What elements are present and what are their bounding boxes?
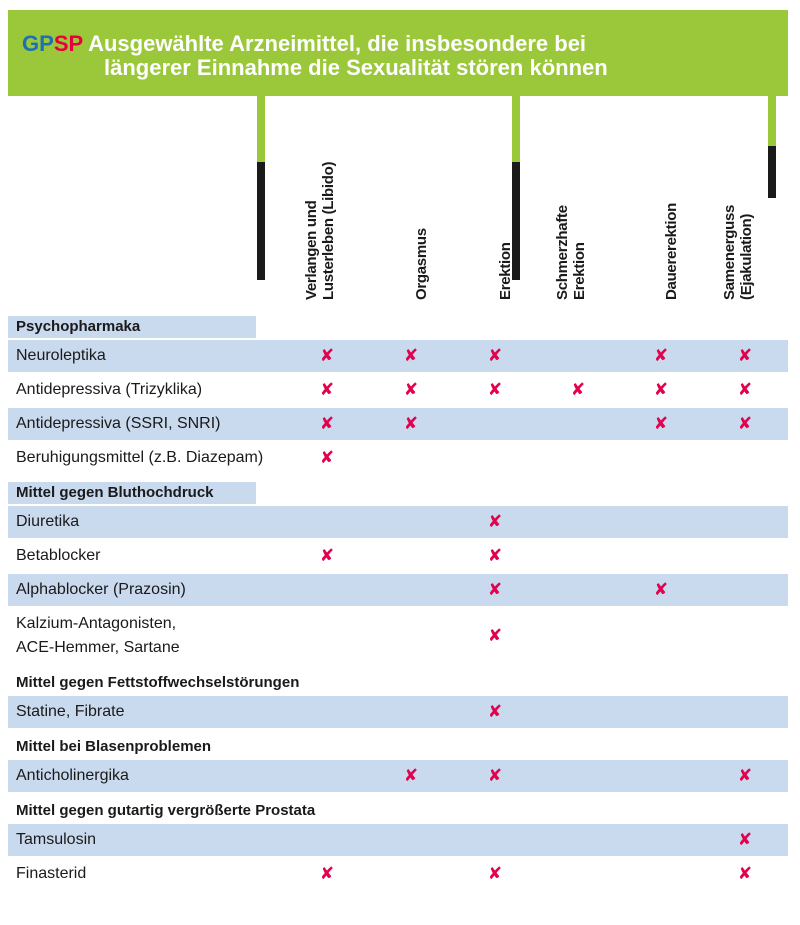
cross-mark-icon: ✘ [737, 346, 753, 365]
column-header [646, 120, 686, 300]
column-header-label [303, 162, 337, 300]
cross-mark-icon: ✘ [319, 346, 335, 365]
section-header [8, 316, 788, 338]
cross-mark-icon: ✘ [487, 626, 503, 645]
table-row [8, 442, 788, 476]
column-header-line: Erektion [571, 242, 588, 300]
section-header [8, 482, 788, 504]
table-row [8, 858, 788, 892]
column-header-line: Lusterleben (Libido) [320, 161, 337, 300]
table-row [8, 696, 788, 730]
section-header [8, 736, 788, 758]
title-line-2: längerer Einnahme die Sexualität stören können [104, 55, 608, 80]
cross-mark-icon: ✘ [737, 766, 753, 785]
cross-mark-icon: ✘ [653, 414, 669, 433]
section-title: Mittel gegen Bluthochdruck [16, 484, 214, 501]
cross-mark-icon: ✘ [403, 766, 419, 785]
divider-stripe-black-3 [768, 146, 776, 198]
cross-mark-icon: ✘ [403, 380, 419, 399]
cross-mark-icon: ✘ [403, 414, 419, 433]
column-header [303, 120, 343, 300]
column-header-label [721, 205, 755, 300]
drug-name: Finasterid [16, 865, 87, 882]
cross-mark-icon: ✘ [653, 380, 669, 399]
section-title: Mittel gegen Fettstoffwechselstörungen [16, 674, 300, 691]
page-title [22, 32, 782, 80]
drug-name: Statine, Fibrate [16, 703, 125, 720]
cross-mark-icon: ✘ [487, 380, 503, 399]
divider-stripe-black-1 [257, 162, 265, 280]
drug-table [8, 316, 788, 892]
section-title: Mittel bei Blasenproblemen [16, 738, 212, 755]
cross-mark-icon: ✘ [737, 864, 753, 883]
drug-name: Neuroleptika [16, 347, 106, 364]
column-header [480, 120, 520, 300]
column-header-line: Erektion [497, 242, 514, 300]
cross-mark-icon: ✘ [737, 380, 753, 399]
table-row [8, 608, 788, 666]
table-row [8, 340, 788, 374]
cross-mark-icon: ✘ [487, 546, 503, 565]
column-header-line: Verlangen und [303, 200, 320, 300]
section-header [8, 800, 788, 822]
column-header [396, 120, 436, 300]
drug-name: Betablocker [16, 547, 101, 564]
cross-mark-icon: ✘ [737, 414, 753, 433]
drug-name: Alphablocker (Prazosin) [16, 581, 186, 598]
column-header [721, 120, 761, 300]
cross-mark-icon: ✘ [487, 864, 503, 883]
drug-name: Antidepressiva (Trizyklika) [16, 381, 203, 398]
table-row [8, 506, 788, 540]
drug-name: Antidepressiva (SSRI, SNRI) [16, 415, 221, 432]
cross-mark-icon: ✘ [319, 380, 335, 399]
cross-mark-icon: ✘ [737, 830, 753, 849]
cross-mark-icon: ✘ [319, 414, 335, 433]
table-row [8, 824, 788, 858]
section-header [8, 672, 788, 694]
cross-mark-icon: ✘ [653, 346, 669, 365]
cross-mark-icon: ✘ [319, 864, 335, 883]
cross-mark-icon: ✘ [319, 546, 335, 565]
cross-mark-icon: ✘ [487, 512, 503, 531]
cross-mark-icon: ✘ [487, 702, 503, 721]
title-line-1: Ausgewählte Arzneimittel, die insbesondere bei [82, 31, 587, 56]
brand-logo-s: S [53, 31, 69, 56]
column-header-line: Samenerguss [721, 204, 738, 300]
cross-mark-icon: ✘ [487, 766, 503, 785]
drug-name: Kalzium-Antagonisten, ACE-Hemmer, Sartane [16, 615, 180, 656]
brand-logo-p2: P [68, 31, 83, 56]
cross-mark-icon: ✘ [653, 580, 669, 599]
section-title: Psychopharmaka [16, 318, 141, 335]
cross-mark-icon: ✘ [487, 580, 503, 599]
cross-mark-icon: ✘ [403, 346, 419, 365]
table-row [8, 540, 788, 574]
drug-name: Diuretika [16, 513, 80, 530]
column-header-label [554, 205, 588, 300]
table-row [8, 408, 788, 442]
column-header [554, 120, 594, 300]
cross-mark-icon: ✘ [487, 346, 503, 365]
column-header-label [663, 203, 680, 300]
table-row [8, 760, 788, 794]
column-header-line: Dauererektion [663, 203, 680, 300]
table-row [8, 374, 788, 408]
column-header-line: (Ejakulation) [738, 213, 755, 300]
drug-name: Tamsulosin [16, 831, 97, 848]
cross-mark-icon: ✘ [319, 448, 335, 467]
table-row [8, 574, 788, 608]
drug-name: Beruhigungsmittel (z.B. Diazepam) [16, 449, 264, 466]
brand-logo-g: G [22, 31, 40, 56]
divider-stripe-green-1 [257, 96, 265, 162]
drug-name: Anticholinergika [16, 767, 129, 784]
cross-mark-icon: ✘ [570, 380, 586, 399]
column-header-label [497, 242, 514, 300]
column-header-line: Orgasmus [413, 228, 430, 300]
title-banner [8, 10, 788, 96]
brand-logo-p: P [39, 31, 54, 56]
divider-stripe-green-3 [768, 96, 776, 146]
section-title: Mittel gegen gutartig vergrößerte Prostata [16, 802, 316, 819]
column-header-label [413, 228, 430, 300]
column-header-line: Schmerzhafte [554, 205, 571, 300]
